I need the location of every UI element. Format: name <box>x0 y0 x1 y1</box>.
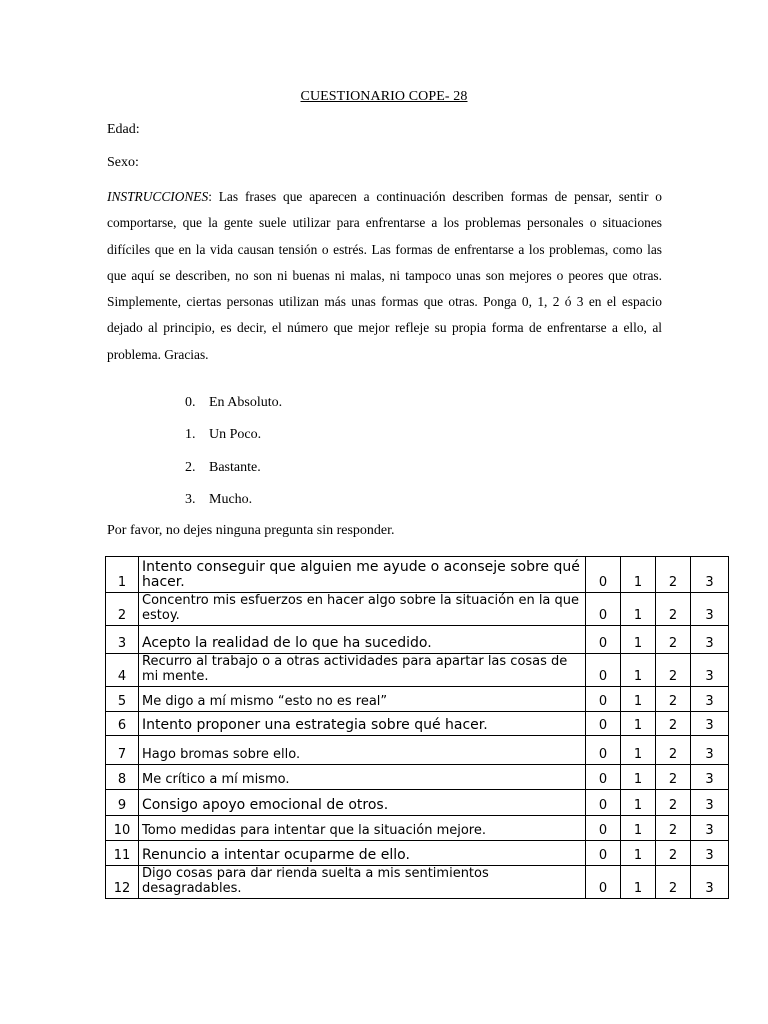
option-3[interactable]: 3 <box>691 687 729 712</box>
option-1[interactable]: 1 <box>621 712 656 736</box>
option-3[interactable]: 3 <box>691 841 729 866</box>
item-text: Acepto la realidad de lo que ha sucedido. <box>139 626 586 654</box>
option-1[interactable]: 1 <box>621 866 656 899</box>
option-1[interactable]: 1 <box>621 593 656 626</box>
option-3[interactable]: 3 <box>691 654 729 687</box>
option-0[interactable]: 0 <box>586 593 621 626</box>
sexo-label: Sexo: <box>107 155 139 170</box>
option-3[interactable]: 3 <box>691 712 729 736</box>
option-3[interactable]: 3 <box>691 816 729 841</box>
item-number: 5 <box>106 687 139 712</box>
item-text: Renuncio a intentar ocuparme de ello. <box>139 841 586 866</box>
option-2[interactable]: 2 <box>656 687 691 712</box>
item-number: 9 <box>106 790 139 816</box>
instruction-note: Por favor, no dejes ninguna pregunta sin responder. <box>107 523 395 538</box>
option-3[interactable]: 3 <box>691 790 729 816</box>
option-1[interactable]: 1 <box>621 687 656 712</box>
scale-item <box>185 425 282 457</box>
option-2[interactable]: 2 <box>656 712 691 736</box>
item-number: 11 <box>106 841 139 866</box>
scale-number: 0. <box>185 395 196 410</box>
item-text: Tomo medidas para intentar que la situación mejore. <box>139 816 586 841</box>
edad-label: Edad: <box>107 122 140 137</box>
option-0[interactable]: 0 <box>586 765 621 790</box>
option-1[interactable]: 1 <box>621 765 656 790</box>
instructions-body: : Las frases que aparecen a continuación describen formas de pensar, sentir o comportarse, que la gente suele utilizar para enfrentarse a los problemas personales o situaciones difíciles que en la vida causan tensión o estrés. Las formas de enfrentarse a los problemas, como las que aquí se describen, no son ni buenas ni malas, ni tampoco unas son mejores o peores que otras. Simplemente, ciertas personas utilizan más unas formas que otras. Ponga 0, 1, 2 ó 3 en el espacio dejado al principio, es decir, el número que mejor refleje su propia forma de enfrentarse a ello, al problema. Gracias. <box>107 189 662 362</box>
item-number: 3 <box>106 626 139 654</box>
option-2[interactable]: 2 <box>656 593 691 626</box>
item-text: Me crítico a mí mismo. <box>139 765 586 790</box>
option-0[interactable]: 0 <box>586 790 621 816</box>
option-3[interactable]: 3 <box>691 626 729 654</box>
option-2[interactable]: 2 <box>656 790 691 816</box>
item-number: 8 <box>106 765 139 790</box>
option-2[interactable]: 2 <box>656 736 691 765</box>
table-row <box>106 593 729 626</box>
scale-number: 3. <box>185 491 196 507</box>
option-0[interactable]: 0 <box>586 816 621 841</box>
item-number: 4 <box>106 654 139 687</box>
option-2[interactable]: 2 <box>656 841 691 866</box>
option-3[interactable]: 3 <box>691 866 729 899</box>
option-0[interactable]: 0 <box>586 626 621 654</box>
table-row <box>106 557 729 593</box>
scale-number: 2. <box>185 459 196 475</box>
option-2[interactable]: 2 <box>656 557 691 593</box>
option-1[interactable]: 1 <box>621 790 656 816</box>
table-row <box>106 816 729 841</box>
option-2[interactable]: 2 <box>656 866 691 899</box>
table-row <box>106 626 729 654</box>
item-number: 10 <box>106 816 139 841</box>
table-row <box>106 790 729 816</box>
scale-item <box>185 490 282 522</box>
table-row <box>106 687 729 712</box>
item-text: Intento proponer una estrategia sobre qué hacer. <box>139 712 586 736</box>
table-row <box>106 654 729 687</box>
option-0[interactable]: 0 <box>586 687 621 712</box>
instructions-lead: INSTRUCCIONES <box>107 189 209 204</box>
option-3[interactable]: 3 <box>691 593 729 626</box>
page-title: CUESTIONARIO COPE- 28 <box>300 89 468 104</box>
item-text: Recurro al trabajo o a otras actividades para apartar las cosas de mi mente. <box>139 654 586 687</box>
scale-number: 1. <box>185 427 196 443</box>
option-3[interactable]: 3 <box>691 557 729 593</box>
item-number: 2 <box>106 593 139 626</box>
option-2[interactable]: 2 <box>656 765 691 790</box>
option-2[interactable]: 2 <box>656 626 691 654</box>
item-text: Intento conseguir que alguien me ayude o aconseje sobre qué hacer. <box>139 557 586 593</box>
scale-label: En Absoluto. <box>209 395 283 410</box>
option-0[interactable]: 0 <box>586 841 621 866</box>
table-row <box>106 841 729 866</box>
item-text: Digo cosas para dar rienda suelta a mis sentimientos desagradables. <box>139 866 586 899</box>
response-scale-list <box>185 393 282 522</box>
item-text: Concentro mis esfuerzos en hacer algo sobre la situación en la que estoy. <box>139 593 586 626</box>
questionnaire-table <box>105 556 729 899</box>
scale-label: Mucho. <box>209 491 253 507</box>
scale-item <box>185 393 282 425</box>
option-0[interactable]: 0 <box>586 654 621 687</box>
item-number: 6 <box>106 712 139 736</box>
scale-label: Un Poco. <box>209 427 262 443</box>
item-text: Hago bromas sobre ello. <box>139 736 586 765</box>
instructions-paragraph <box>107 184 662 368</box>
option-1[interactable]: 1 <box>621 841 656 866</box>
option-0[interactable]: 0 <box>586 712 621 736</box>
item-text: Consigo apoyo emocional de otros. <box>139 790 586 816</box>
item-text: Me digo a mí mismo “esto no es real” <box>139 687 586 712</box>
option-1[interactable]: 1 <box>621 816 656 841</box>
option-0[interactable]: 0 <box>586 736 621 765</box>
item-number: 1 <box>106 557 139 593</box>
table-row <box>106 765 729 790</box>
option-1[interactable]: 1 <box>621 557 656 593</box>
option-0[interactable]: 0 <box>586 557 621 593</box>
option-1[interactable]: 1 <box>621 654 656 687</box>
option-3[interactable]: 3 <box>691 736 729 765</box>
scale-item <box>185 458 282 490</box>
table-row <box>106 736 729 765</box>
table-row <box>106 712 729 736</box>
scale-label: Bastante. <box>209 459 261 475</box>
option-0[interactable]: 0 <box>586 866 621 899</box>
option-2[interactable]: 2 <box>656 816 691 841</box>
option-2[interactable]: 2 <box>656 654 691 687</box>
table-row <box>106 866 729 899</box>
item-number: 7 <box>106 736 139 765</box>
option-3[interactable]: 3 <box>691 765 729 790</box>
item-number: 12 <box>106 866 139 899</box>
option-1[interactable]: 1 <box>621 736 656 765</box>
option-1[interactable]: 1 <box>621 626 656 654</box>
